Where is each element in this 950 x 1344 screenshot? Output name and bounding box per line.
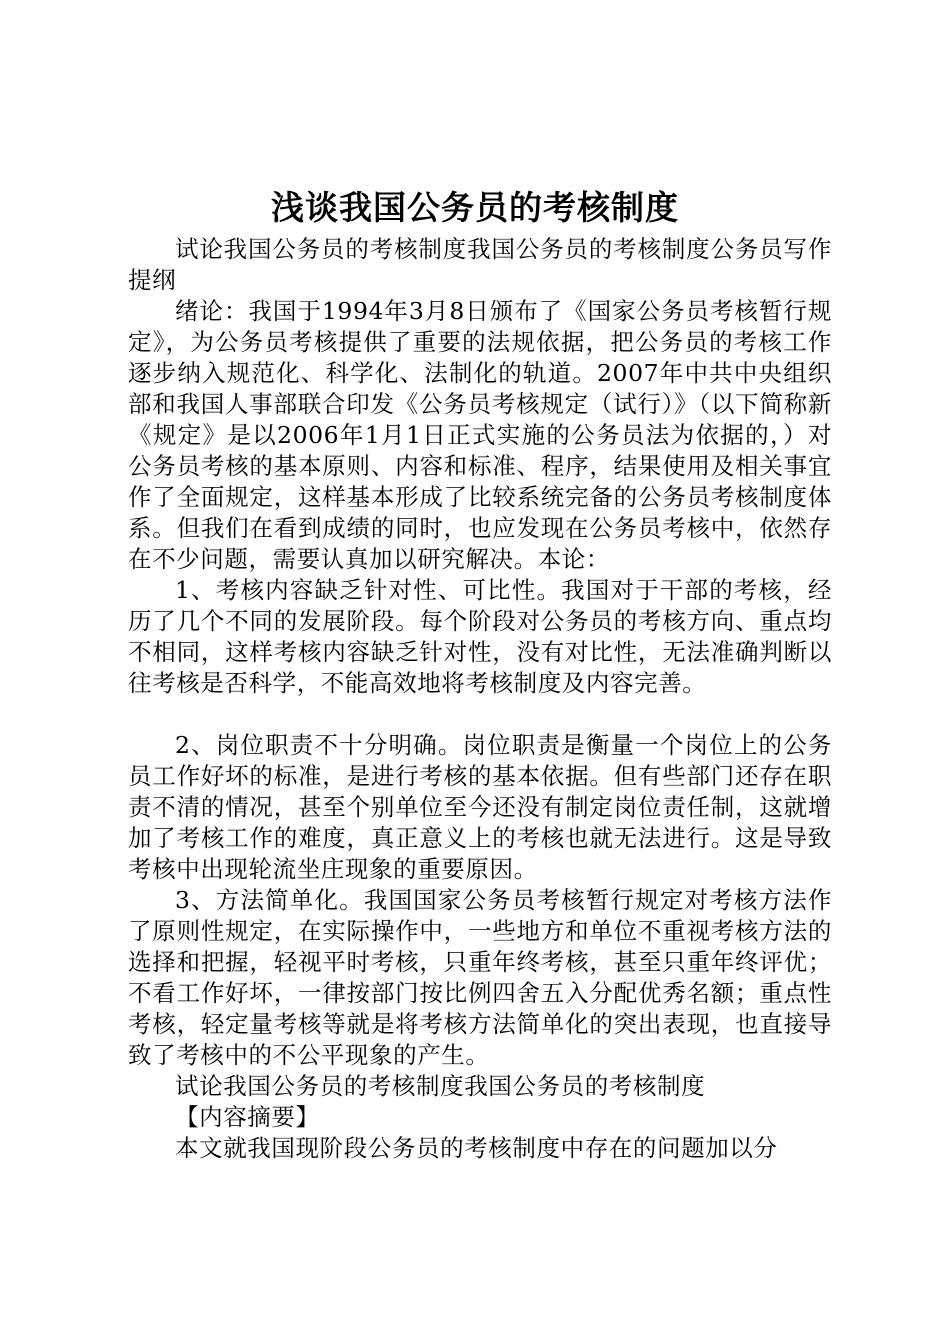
document-body (128, 234, 832, 1164)
repeated-title-paragraph: 试论我国公务员的考核制度我国公务员的考核制度 (175, 1072, 706, 1100)
paragraph-spacer (128, 699, 832, 730)
point-three-paragraph: 3、方法简单化。我国国家公务员考核暂行规定对考核方法作了原则性规定，在实际操作中，一些地方和单位不重视考核方法的选择和把握，轻视平时考核，只重年终考核，甚至只重年终评优；不看工作好坏，一律按部门按比例四舍五入分配优秀名额；重点性考核，轻定量考核等就是将考核方法简单化的突出表现，也直接导致了考核中的不公平现象的产生。 (128, 886, 832, 1069)
introduction-paragraph: 绪论：我国于1994年3月8日颁布了《国家公务员考核暂行规定》，为公务员考核提供了重要的法规依据，把公务员的考核工作逐步纳入规范化、科学化、法制化的轨道。2007年中共中央组织部和我国人事部联合印发《公务员考核规定（试行）》（以下简称新《规定》是以2006年1月1日正式实施的公务员法为依据的，）对公务员考核的基本原则、内容和标准、程序，结果使用及相关事宜作了全面规定，这样基本形成了比较系统完备的公务员考核制度体系。但我们在看到成绩的同时，也应发现在公务员考核中，依然存在不少问题，需要认真加以研究解决。本论： (128, 297, 832, 573)
document-title: 浅谈我国公务员的考核制度 (271, 188, 679, 227)
abstract-heading: 【内容摘要】 (175, 1103, 320, 1131)
abstract-paragraph: 本文就我国现阶段公务员的考核制度中存在的问题加以分 (175, 1134, 778, 1162)
point-two-paragraph: 2、岗位职责不十分明确。岗位职责是衡量一个岗位上的公务员工作好坏的标准，是进行考核的基本依据。但有些部门还存在职责不清的情况，甚至个别单位至今还没有制定岗位责任制，这就增加了考核工作的难度，真正意义上的考核也就无法进行。这是导致考核中出现轮流坐庄现象的重要原因。 (128, 731, 832, 883)
outline-heading-paragraph: 试论我国公务员的考核制度我国公务员的考核制度公务员写作提纲 (128, 235, 832, 294)
point-one-paragraph: 1、考核内容缺乏针对性、可比性。我国对于干部的考核，经历了几个不同的发展阶段。每个阶段对公务员的考核方向、重点均不相同，这样考核内容缺乏针对性，没有对比性，无法准确判断以往考核是否科学，不能高效地将考核制度及内容完善。 (128, 576, 832, 697)
